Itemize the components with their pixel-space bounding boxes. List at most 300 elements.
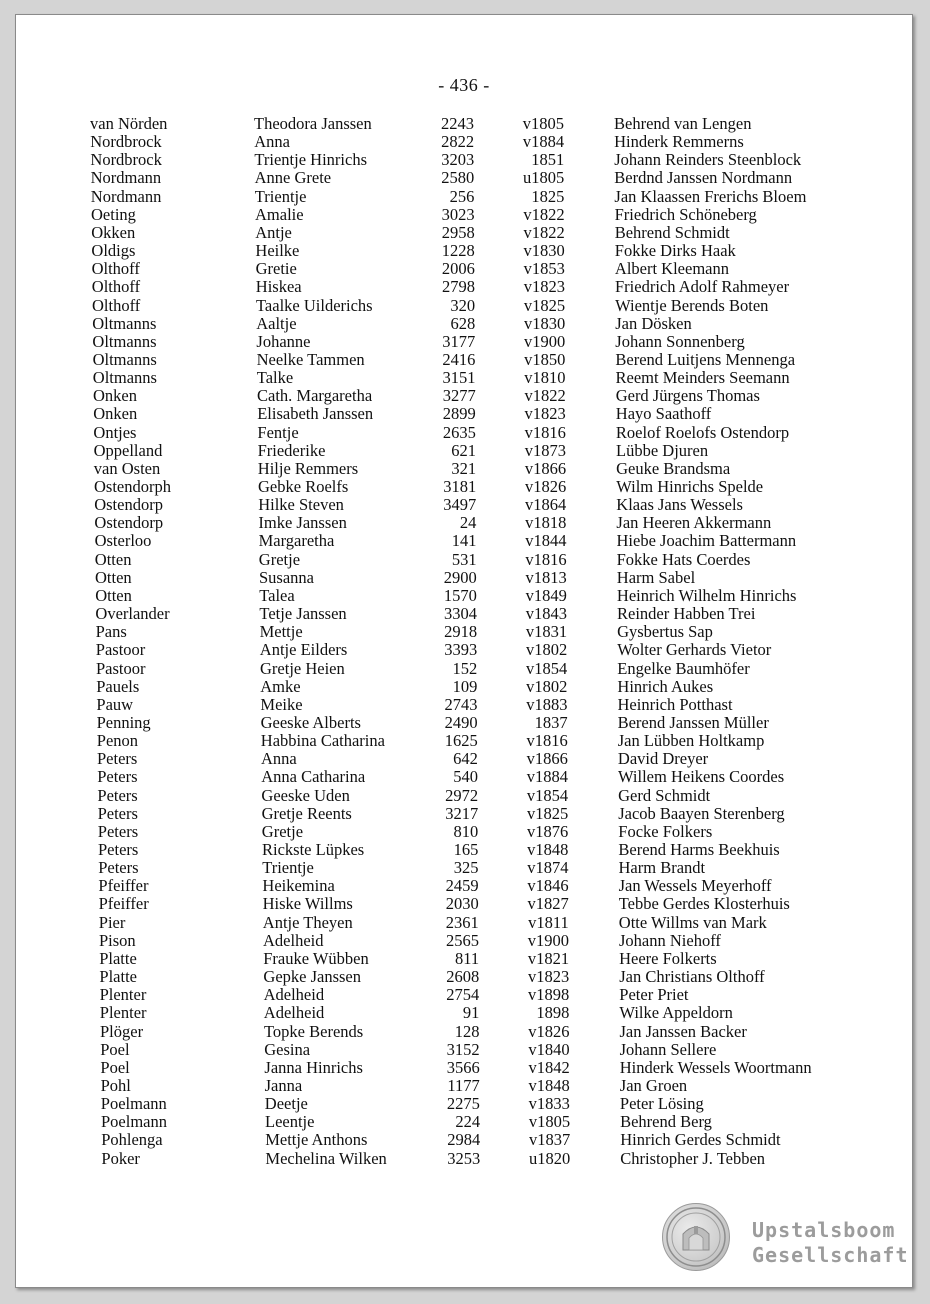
entry-row	[16, 133, 912, 151]
date-cell: u1805	[523, 168, 565, 188]
date-cell: v1821	[527, 948, 570, 968]
given-name-cell: Gebke Roelfs	[258, 477, 349, 496]
date-cell: v1802	[526, 676, 568, 696]
record-number-cell: 256	[449, 186, 475, 206]
spouse-name-cell: Heinrich Wilhelm Hinrichs	[616, 585, 797, 605]
record-number-cell: 2754	[446, 985, 480, 1005]
entry-row	[16, 732, 912, 750]
entry-row	[16, 696, 912, 714]
record-number-cell: 621	[451, 440, 476, 460]
entry-row	[16, 968, 912, 986]
date-cell: v1864	[525, 495, 567, 515]
given-name-cell: Cath. Margaretha	[257, 386, 373, 406]
spouse-name-cell: Wolter Gerhards Vietor	[617, 640, 772, 660]
entry-row	[16, 914, 912, 932]
record-number-cell: 3152	[446, 1039, 480, 1059]
date-cell: v1823	[523, 277, 565, 297]
record-number-cell: 91	[462, 1003, 480, 1023]
given-name-cell: Heilke	[255, 241, 300, 261]
surname-cell: Pastoor	[95, 640, 146, 660]
entry-row	[16, 151, 912, 169]
record-number-cell: 2972	[445, 785, 479, 805]
date-cell: 1851	[531, 150, 565, 170]
document-page	[15, 14, 913, 1288]
entry-row	[16, 1131, 912, 1149]
given-name-cell: Habbina Catharina	[260, 731, 385, 751]
date-cell: v1866	[526, 749, 568, 769]
spouse-name-cell: Friedrich Schöneberg	[614, 204, 757, 224]
given-name-cell: Anna	[261, 749, 297, 769]
surname-cell: Onken	[93, 404, 138, 424]
entry-row	[16, 660, 912, 678]
surname-cell: Poel	[100, 1057, 130, 1077]
given-name-cell: Adelheid	[263, 985, 325, 1005]
date-cell: v1866	[524, 458, 567, 478]
spouse-name-cell: Otte Willms van Mark	[618, 912, 767, 932]
spouse-name-cell: Gerd Schmidt	[618, 785, 711, 805]
record-number-cell: 642	[453, 749, 478, 769]
given-name-cell: Anne Grete	[254, 168, 332, 188]
date-cell: 1837	[534, 712, 568, 732]
surname-cell: Ostendorp	[94, 513, 164, 533]
record-number-cell: 165	[453, 840, 479, 859]
record-number-cell: 2608	[446, 967, 480, 987]
date-cell: v1805	[528, 1112, 571, 1132]
record-number-cell: 3253	[447, 1148, 481, 1168]
spouse-name-cell: Jan Heeren Akkermann	[616, 513, 772, 533]
spouse-name-cell: Lübbe Djuren	[616, 440, 709, 460]
date-cell: v1900	[524, 331, 566, 351]
entry-row	[16, 532, 912, 550]
given-name-cell: Trientje Hinrichs	[254, 150, 367, 170]
record-number-cell: 2984	[447, 1130, 481, 1150]
record-number-cell: 1228	[441, 241, 475, 261]
society-logo-text	[752, 1218, 909, 1268]
entry-row	[16, 641, 912, 659]
date-cell: v1898	[528, 985, 570, 1005]
record-number-cell: 2459	[445, 876, 479, 896]
spouse-name-cell: Reinder Habben Trei	[617, 604, 756, 624]
surname-cell: Olthoff	[91, 259, 140, 279]
record-number-cell: 810	[453, 821, 479, 841]
surname-cell: Oltmanns	[92, 313, 157, 333]
date-cell: v1805	[522, 114, 564, 133]
entry-row	[16, 551, 912, 569]
spouse-name-cell: Fokke Hats Coerdes	[616, 549, 751, 569]
given-name-cell: Deetje	[264, 1094, 308, 1114]
date-cell: v1884	[526, 767, 568, 787]
date-cell: v1822	[524, 386, 566, 406]
entry-row	[16, 514, 912, 532]
surname-cell: Nordmann	[90, 186, 162, 206]
entry-row	[16, 1023, 912, 1041]
record-number-cell: 531	[451, 549, 477, 569]
spouse-name-cell: Berend Janssen Müller	[617, 712, 769, 732]
date-cell: v1837	[528, 1130, 571, 1150]
spouse-name-cell: Christopher J. Tebben	[620, 1148, 766, 1168]
spouse-name-cell: Jan Klaassen Frerichs Bloem	[614, 186, 807, 206]
date-cell: v1830	[523, 313, 566, 333]
surname-cell: Oltmanns	[92, 331, 157, 351]
entry-row	[16, 387, 912, 405]
given-name-cell: Hilje Remmers	[257, 458, 359, 478]
record-number-cell: 1177	[447, 1075, 480, 1095]
given-name-cell: Theodora Janssen	[254, 114, 372, 133]
spouse-name-cell: Behrend Berg	[620, 1112, 712, 1132]
surname-cell: Oppelland	[93, 440, 163, 460]
given-name-cell: Leentje	[265, 1112, 315, 1132]
entry-row	[16, 768, 912, 786]
record-number-cell: 2361	[445, 912, 479, 932]
date-cell: v1816	[526, 731, 568, 751]
date-cell: v1854	[526, 658, 568, 678]
date-cell: v1823	[524, 404, 566, 424]
surname-cell: Poker	[101, 1148, 140, 1168]
entry-row	[16, 351, 912, 369]
record-number-cell: 3203	[441, 150, 475, 170]
surname-cell: Peters	[97, 821, 139, 841]
surname-cell: Overlander	[95, 604, 170, 624]
record-number-cell: 1570	[443, 585, 477, 605]
given-name-cell: Topke Berends	[264, 1021, 364, 1041]
record-number-cell: 2822	[441, 132, 475, 152]
surname-cell: van Nörden	[90, 114, 168, 133]
record-number-cell: 2030	[445, 894, 479, 914]
given-name-cell: Neelke Tammen	[256, 349, 365, 369]
surname-cell: Olthoff	[92, 295, 141, 315]
date-cell: v1830	[523, 241, 565, 261]
date-cell: v1900	[527, 930, 569, 950]
spouse-name-cell: Gerd Jürgens Thomas	[615, 386, 760, 406]
record-number-cell: 320	[450, 295, 476, 315]
surname-cell: Plenter	[99, 1003, 147, 1023]
surname-cell: Oltmanns	[92, 349, 157, 369]
record-number-cell: 2416	[442, 349, 476, 369]
given-name-cell: Adelheid	[263, 930, 324, 950]
record-number-cell: 2743	[444, 694, 478, 714]
spouse-name-cell: David Dreyer	[617, 749, 709, 769]
surname-cell: Pison	[99, 930, 136, 950]
entry-row	[16, 841, 912, 859]
surname-cell: Poel	[100, 1039, 130, 1059]
surname-cell: Pfeiffer	[98, 876, 149, 896]
record-number-cell: 2918	[444, 622, 478, 642]
spouse-name-cell: Peter Lösing	[619, 1094, 704, 1114]
surname-cell: Nordmann	[90, 168, 162, 188]
spouse-name-cell: Jan Janssen Backer	[619, 1021, 747, 1041]
given-name-cell: Hilke Steven	[258, 495, 344, 515]
record-number-cell: 1625	[444, 731, 478, 751]
surname-cell: Pastoor	[96, 658, 146, 678]
date-cell: v1874	[527, 858, 569, 878]
given-name-cell: Johanne	[256, 331, 311, 351]
given-name-cell: Margaretha	[258, 531, 335, 551]
spouse-name-cell: Willem Heikens Coordes	[618, 767, 785, 787]
spouse-name-cell: Friedrich Adolf Rahmeyer	[615, 277, 790, 297]
record-number-cell: 141	[451, 531, 477, 551]
record-number-cell: 628	[450, 313, 476, 333]
given-name-cell: Taalke Uilderichs	[256, 295, 373, 315]
record-number-cell: 2565	[446, 930, 479, 950]
date-cell: v1873	[524, 440, 566, 460]
entry-row	[16, 297, 912, 315]
date-cell: 1825	[531, 186, 565, 206]
given-name-cell: Adelheid	[263, 1003, 325, 1023]
spouse-name-cell: Hayo Saathoff	[615, 404, 712, 424]
given-name-cell: Talea	[259, 585, 295, 605]
entry-row	[16, 478, 912, 496]
given-name-cell: Rickste Lüpkes	[262, 840, 365, 859]
entry-row	[16, 877, 912, 895]
date-cell: v1822	[523, 204, 565, 224]
surname-cell: Plenter	[99, 985, 147, 1005]
surname-cell: van Osten	[93, 458, 161, 478]
spouse-name-cell: Johann Sellere	[619, 1039, 717, 1059]
surname-cell: Ostendorph	[94, 477, 171, 496]
spouse-name-cell: Reemt Meinders Seemann	[615, 368, 790, 388]
date-cell: v1854	[526, 785, 569, 805]
given-name-cell: Trientje	[254, 186, 307, 206]
given-name-cell: Heikemina	[262, 876, 335, 896]
given-name-cell: Anna	[254, 132, 290, 152]
spouse-name-cell: Behrend van Lengen	[614, 114, 752, 133]
surname-cell: Olthoff	[91, 277, 141, 297]
spouse-name-cell: Heinrich Potthast	[617, 694, 733, 714]
date-cell: v1826	[524, 477, 567, 496]
entry-row	[16, 823, 912, 841]
given-name-cell: Antje Eilders	[259, 640, 348, 660]
spouse-name-cell: Wilm Hinrichs Spelde	[616, 477, 764, 496]
entry-row	[16, 242, 912, 260]
spouse-name-cell: Gysbertus Sap	[617, 622, 713, 642]
date-cell: v1844	[525, 531, 567, 551]
surname-cell: Peters	[98, 858, 139, 878]
date-cell: v1823	[527, 967, 570, 987]
entry-row	[16, 496, 912, 514]
entry-row	[16, 442, 912, 460]
spouse-name-cell: Wientje Berends Boten	[615, 295, 769, 315]
surname-cell: Poelmann	[101, 1112, 167, 1132]
date-cell: 1898	[536, 1003, 570, 1023]
date-cell: v1825	[523, 295, 566, 315]
entry-row	[16, 460, 912, 478]
logo-line-2: Gesellschaft	[752, 1243, 909, 1267]
spouse-name-cell: Hinrich Gerdes Schmidt	[620, 1130, 781, 1150]
entry-row	[16, 1004, 912, 1022]
surname-cell: Ontjes	[93, 422, 137, 442]
given-name-cell: Janna Hinrichs	[264, 1057, 363, 1077]
record-number-cell: 3151	[442, 368, 476, 388]
date-cell: v1822	[523, 222, 565, 242]
given-name-cell: Amke	[260, 676, 301, 696]
date-cell: v1849	[525, 585, 567, 605]
record-number-cell: 3277	[442, 386, 476, 406]
entry-row	[16, 424, 912, 442]
spouse-name-cell: Engelke Baumhöfer	[617, 658, 750, 678]
surname-cell: Poelmann	[100, 1094, 167, 1114]
entry-row	[16, 805, 912, 823]
date-cell: v1825	[526, 803, 569, 823]
given-name-cell: Frauke Wübben	[263, 948, 369, 968]
spouse-name-cell: Jan Wessels Meyerhoff	[618, 876, 772, 896]
entry-row	[16, 115, 912, 133]
entry-row	[16, 569, 912, 587]
entry-row	[16, 405, 912, 423]
date-cell: v1848	[528, 1075, 570, 1095]
entry-row	[16, 623, 912, 641]
entry-row	[16, 1150, 912, 1168]
date-cell: v1853	[523, 259, 565, 279]
entry-row	[16, 333, 912, 351]
given-name-cell: Talke	[256, 368, 294, 388]
entry-row	[16, 932, 912, 950]
given-name-cell: Tetje Janssen	[259, 604, 347, 624]
spouse-name-cell: Fokke Dirks Haak	[614, 241, 736, 261]
given-name-cell: Mettje Anthons	[265, 1130, 368, 1150]
record-number-cell: 2490	[444, 712, 478, 732]
entry-row	[16, 260, 912, 278]
date-cell: v1827	[527, 894, 569, 914]
entry-row	[16, 895, 912, 913]
record-number-cell: 128	[454, 1021, 480, 1041]
surname-cell: Peters	[97, 803, 138, 823]
record-number-cell: 152	[452, 658, 478, 678]
record-number-cell: 24	[459, 513, 477, 533]
surname-cell: Otten	[95, 585, 132, 605]
entry-row	[16, 369, 912, 387]
record-number-cell: 325	[453, 858, 479, 878]
spouse-name-cell: Berend Harms Beekhuis	[618, 840, 780, 859]
date-cell: v1826	[528, 1021, 570, 1041]
spouse-name-cell: Roelof Roelofs Ostendorp	[615, 422, 790, 442]
given-name-cell: Friederike	[257, 440, 326, 460]
seal-emblem-icon	[663, 1204, 729, 1270]
surname-cell: Osterloo	[94, 531, 152, 551]
surname-cell: Plöger	[100, 1021, 144, 1041]
given-name-cell: Hiskea	[255, 277, 302, 297]
surname-cell: Pfeiffer	[98, 894, 149, 914]
entry-row	[16, 1113, 912, 1131]
entry-row	[16, 188, 912, 206]
date-cell: v1884	[522, 132, 565, 152]
given-name-cell: Gretje Heien	[260, 658, 345, 678]
entry-row	[16, 1077, 912, 1095]
record-number-cell: 3304	[444, 604, 477, 624]
spouse-name-cell: Hinderk Wessels Woortmann	[619, 1057, 812, 1077]
spouse-name-cell: Johann Reinders Steenblock	[614, 150, 802, 170]
date-cell: v1816	[525, 549, 567, 569]
date-cell: v1818	[525, 513, 567, 533]
record-number-cell: 2899	[442, 404, 476, 424]
given-name-cell: Meike	[260, 694, 303, 714]
spouse-name-cell: Johann Niehoff	[619, 930, 721, 950]
date-cell: v1831	[525, 622, 568, 642]
spouse-name-cell: Heere Folkerts	[619, 948, 717, 968]
spouse-name-cell: Behrend Schmidt	[614, 222, 730, 242]
date-cell: v1810	[524, 368, 566, 388]
spouse-name-cell: Jan Christians Olthoff	[619, 967, 765, 987]
surname-cell: Platte	[99, 948, 137, 968]
spouse-name-cell: Albert Kleemann	[614, 259, 729, 279]
entry-row	[16, 1059, 912, 1077]
entry-row	[16, 587, 912, 605]
date-cell: v1883	[526, 694, 568, 714]
record-number-cell: 811	[454, 948, 480, 968]
surname-cell: Onken	[93, 386, 137, 406]
record-number-cell: 3177	[442, 331, 476, 351]
record-number-cell: 540	[453, 767, 478, 787]
spouse-name-cell: Peter Priet	[619, 985, 689, 1005]
given-name-cell: Elisabeth Janssen	[257, 404, 374, 424]
record-number-cell: 3497	[443, 495, 477, 515]
given-name-cell: Hiske Willms	[262, 894, 353, 914]
date-cell: v1813	[525, 567, 567, 587]
date-cell: v1876	[527, 821, 569, 841]
record-number-cell: 3181	[443, 477, 477, 496]
surname-cell: Nordbrock	[90, 150, 162, 170]
spouse-name-cell: Johann Sonnenberg	[615, 331, 745, 351]
given-name-cell: Gretie	[255, 259, 297, 279]
record-number-cell: 109	[452, 676, 478, 696]
entry-row	[16, 986, 912, 1004]
record-number-cell: 2580	[441, 168, 475, 188]
entry-row	[16, 169, 912, 187]
record-number-cell: 321	[451, 458, 477, 478]
record-number-cell: 2958	[441, 222, 475, 242]
spouse-name-cell: Focke Folkers	[618, 821, 713, 841]
surname-cell: Otten	[95, 567, 132, 587]
entry-row	[16, 750, 912, 768]
surname-cell: Penning	[96, 712, 151, 732]
given-name-cell: Geeske Uden	[261, 785, 350, 805]
given-name-cell: Antje	[255, 222, 292, 242]
date-cell: v1846	[527, 876, 569, 896]
spouse-name-cell: Jan Groen	[619, 1075, 688, 1095]
spouse-name-cell: Harm Brandt	[618, 858, 706, 878]
record-number-cell: 2635	[442, 422, 476, 442]
entry-row	[16, 315, 912, 333]
date-cell: v1848	[527, 840, 569, 859]
record-number-cell: 3023	[441, 204, 475, 224]
entry-row	[16, 714, 912, 732]
entry-row	[16, 787, 912, 805]
spouse-name-cell: Harm Sabel	[616, 567, 696, 587]
surname-cell: Pauw	[96, 694, 134, 714]
entry-row	[16, 859, 912, 877]
surname-cell: Pauels	[96, 676, 140, 696]
date-cell: v1811	[528, 912, 569, 932]
surname-cell: Platte	[99, 967, 137, 987]
logo-line-1: Upstalsboom	[752, 1218, 896, 1242]
spouse-name-cell: Tebbe Gerdes Klosterhuis	[618, 894, 790, 914]
date-cell: v1833	[528, 1094, 570, 1114]
date-cell: v1850	[524, 349, 566, 369]
surname-cell: Peters	[97, 749, 138, 769]
given-name-cell: Gretje Reents	[261, 803, 352, 823]
given-name-cell: Gretje	[258, 549, 301, 569]
surname-cell: Oeting	[91, 204, 136, 224]
date-cell: u1820	[529, 1148, 571, 1168]
surname-cell: Pans	[95, 622, 127, 642]
date-cell: v1840	[528, 1039, 570, 1059]
given-name-cell: Aaltje	[256, 313, 297, 333]
given-name-cell: Janna	[264, 1075, 303, 1095]
given-name-cell: Amalie	[255, 204, 304, 224]
entry-row	[16, 950, 912, 968]
spouse-name-cell: Geuke Brandsma	[616, 458, 731, 478]
surname-cell: Peters	[97, 767, 138, 787]
entry-row	[16, 224, 912, 242]
